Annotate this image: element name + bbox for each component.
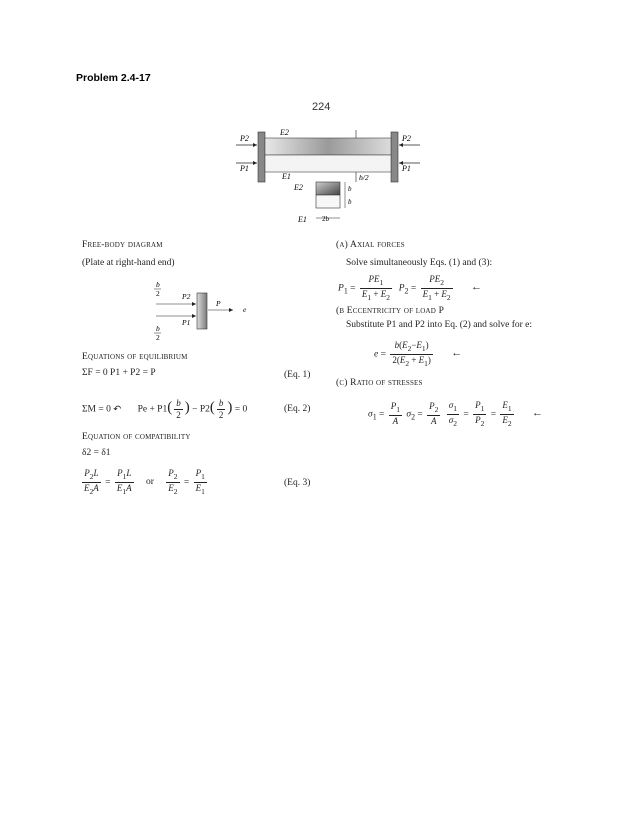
eq1-tag: (Eq. 1) <box>284 370 311 380</box>
fbd-b-top: b <box>156 280 160 289</box>
fbd-subheading: (Plate at right-hand end) <box>82 258 175 268</box>
sum-m-term-a: Pe + P1 <box>137 404 168 415</box>
page-number: 224 <box>312 101 331 113</box>
b2-label: b/2 <box>359 173 369 182</box>
fbd-plate <box>197 293 207 329</box>
fbd-heading: Free-body diagram <box>82 240 163 250</box>
fbd-two-bottom: 2 <box>156 333 160 342</box>
axial-forces-heading: (a) Axial forces <box>336 240 405 250</box>
free-body-diagram <box>148 279 258 343</box>
eccentricity-text: Substitute P1 and P2 into Eq. (2) and solve for e: <box>346 320 533 330</box>
or-word: or <box>145 477 154 488</box>
fbd-e-label: e <box>243 305 247 314</box>
axial-forces-text: Solve simultaneously Eqs. (1) and (3): <box>346 258 493 268</box>
fbd-p-label: P <box>216 299 221 308</box>
stress-ratio-heading: (c) Ratio of stresses <box>336 378 423 388</box>
b-bottom-label: b <box>348 198 352 206</box>
sum-m-equation: ΣM = 0 ↶ Pe + P1( $\frac{b}{2}$ ) − P2( $\frac{b}{2}$ ) = 0 <box>82 398 248 420</box>
bar-upper <box>265 138 391 155</box>
eq2-tag: (Eq. 2) <box>284 404 311 414</box>
p2-left-label: P2 <box>240 134 249 143</box>
fbd-two-top: 2 <box>156 289 160 298</box>
eccentricity-answer-arrow: ← <box>451 347 463 360</box>
e1-top-label: E1 <box>282 172 291 181</box>
sum-f-equation: ΣF = 0 P1 + P2 = P <box>82 368 156 378</box>
compat-fraction-equation: $\frac{P_2L}{E_2A}$ = $\frac{P_1L}{E_1A}$ or $\frac{P_2}{E_2}$ = $\frac{P_1}{E_1}$ <box>84 468 205 496</box>
p1-right-label: P1 <box>402 164 411 173</box>
sum-m-term-b: − P2 <box>192 404 210 415</box>
fbd-p2-label: P2 <box>182 292 191 301</box>
cross-section-upper <box>316 182 340 195</box>
equilibrium-heading: Equations of equilibrium <box>82 352 188 362</box>
right-plate <box>391 132 398 182</box>
b-top-label: b <box>348 185 352 193</box>
axial-forces-equation: $P_1$ = $\frac{PE_1}{E_1 + E_2}$ $P_2$ = $\frac{PE_2}{E_1 + E_2}$ ← <box>338 274 483 302</box>
fbd-b-bottom: b <box>156 324 160 333</box>
p1-left-label: P1 <box>240 164 249 173</box>
left-plate <box>258 132 265 182</box>
stress-ratio-equation: $\sigma_1$ = $\frac{P_1}{A}$ $\sigma_2$ = $\frac{P_2}{A}$ $\frac{\sigma_1}{\sigma_2}$ = $\frac{P_1}{P_2}$ = $\frac{E_1}{E_2}$ ← <box>368 400 544 428</box>
bar-lower <box>265 155 391 172</box>
sum-m-term-c: = 0 <box>234 404 248 415</box>
axial-answer-arrow: ← <box>471 281 483 294</box>
compat-heading: Equation of compatibility <box>82 432 191 442</box>
eccentricity-equation: e = $\frac{b(E_2-E_1)}{2(E_2 + E_1)}$ ← <box>374 340 463 368</box>
eccentricity-heading: (b Eccentricity of load P <box>336 306 445 316</box>
bar-figure <box>228 120 428 230</box>
eq3-tag: (Eq. 3) <box>284 478 311 488</box>
two-b-label: 2b <box>322 215 329 223</box>
cross-section-lower <box>316 195 340 208</box>
problem-title: Problem 2.4-17 <box>76 72 151 84</box>
e2-cross-label: E2 <box>294 183 303 192</box>
e2-top-label: E2 <box>280 128 289 137</box>
delta-equation: δ2 = δ1 <box>82 448 111 458</box>
stress-answer-arrow: ← <box>532 407 544 420</box>
p2-right-label: P2 <box>402 134 411 143</box>
fbd-p1-label: P1 <box>182 318 191 327</box>
e1-cross-label: E1 <box>298 215 307 224</box>
